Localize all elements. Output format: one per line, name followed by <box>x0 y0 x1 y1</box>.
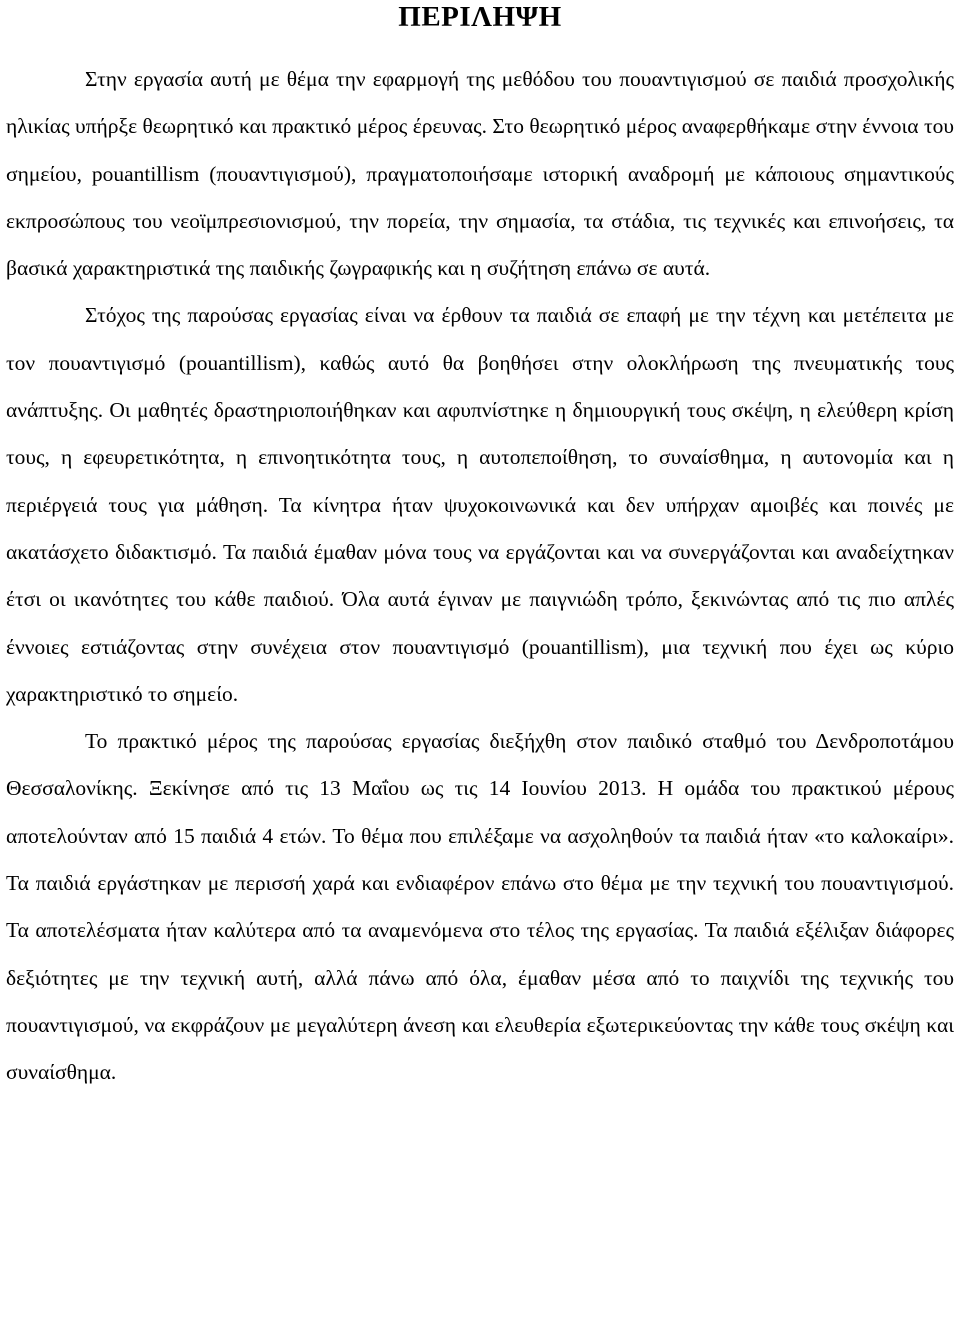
document-page <box>6 0 954 1097</box>
paragraph-1: Στην εργασία αυτή με θέμα την εφαρμογή της μεθόδου του πουαντιγισμού σε παιδιά προσχολικής ηλικίας υπήρξε θεωρητικό και πρακτικό μέρος έρευνας. Στο θεωρητικό μέρος αναφερθήκαμε στην έννοια του σημείου, pouantillism (πουαντιγισμού), πραγματοποιήσαμε ιστορική αναδρομή με κάποιους σημαντικούς εκπροσώπους του νεοϊμπρεσιονισμού, την πορεία, την σημασία, τα στάδια, τις τεχνικές και επινοήσεις, τα βασικά χαρακτηριστικά της παιδικής ζωγραφικής και η συζήτηση επάνω σε αυτά. <box>6 67 954 281</box>
paragraph-2: Στόχος της παρούσας εργασίας είναι να έρθουν τα παιδιά σε επαφή με την τέχνη και μετέπειτα με τον πουαντιγισμό (pouantillism), καθώς αυτό θα βοηθήσει στην ολοκλήρωση της πνευματικής τους ανάπτυξης. Οι μαθητές δραστηριοποιήθηκαν και αφυπνίστηκε η δημιουργική τους σκέψη, η ελεύθερη κρίση τους, η εφευρετικότητα, η επινοητικότητα τους, η αυτοπεποίθηση, το συναίσθημα, η αυτονομία και η περιέργειά τους για μάθηση. Τα κίνητρα ήταν ψυχοκοινωνικά και δεν υπήρχαν αμοιβές και ποινές με ακατάσχετο διδακτισμό. Τα παιδιά έμαθαν μόνα τους να εργάζονται και να συνεργάζονται και αναδείχτηκαν έτσι οι ικανότητες του κάθε παιδιού. Όλα αυτά έγιναν με παιγνιώδη τρόπο, ξεκινώντας από τις πιο απλές έννοιες εστιάζοντας στην συνέχεια στον πουαντιγισμό (pouantillism), μια τεχνική που έχει ως κύριο χαρακτηριστικό το σημείο. <box>6 303 954 706</box>
page-title: ΠΕΡΙΛΗΨΗ <box>398 1 562 33</box>
paragraph-3: Το πρακτικό μέρος της παρούσας εργασίας διεξήχθη στον παιδικό σταθμό του Δενδροποτάμου Θεσσαλονίκης. Ξεκίνησε από τις 13 Μαΐου ως τις 14 Ιουνίου 2013. Η ομάδα του πρακτικού μέρους αποτελούνταν από 15 παιδιά 4 ετών. Το θέμα που επιλέξαμε να ασχοληθούν τα παιδιά ήταν «το καλοκαίρι». Τα παιδιά εργάστηκαν με περισσή χαρά και ενδιαφέρον επάνω στο θέμα με την τεχνική του πουαντιγισμού. Τα αποτελέσματα ήταν καλύτερα από τα αναμενόμενα στο τέλος της εργασίας. Τα παιδιά εξέλιξαν διάφορες δεξιότητες με την τεχνική αυτή, αλλά πάνω από όλα, έμαθαν μέσα από το παιχνίδι της τεχνικής του πουαντιγισμού, να εκφράζουν με μεγαλύτερη άνεση και ελευθερία εξωτερικεύοντας την κάθε τους σκέψη και συναίσθημα. <box>6 729 954 1085</box>
